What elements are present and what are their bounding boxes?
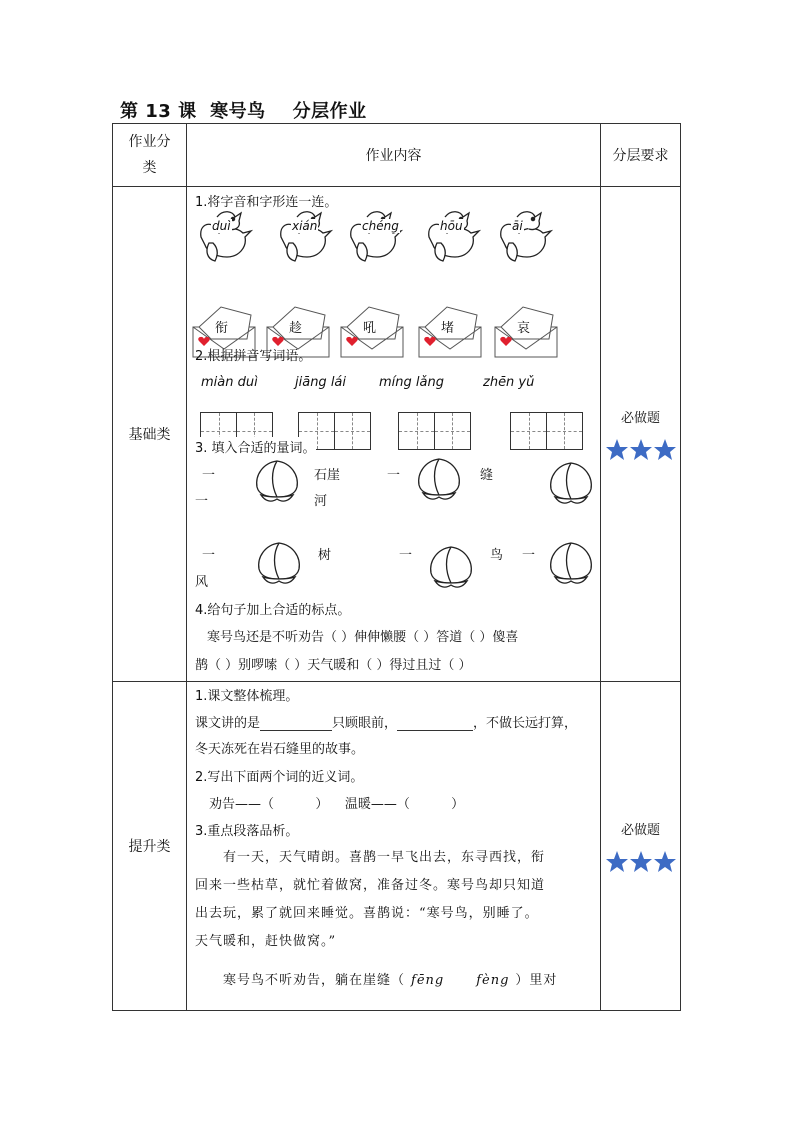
requirement-text: 必做题 [620, 410, 660, 426]
pinyin-option-1[interactable]: fēng [411, 973, 445, 988]
measure-6: 一 [522, 548, 536, 563]
adv-q3-label: 3.重点段落品析。 [195, 824, 299, 839]
writing-grid-3[interactable] [398, 412, 471, 450]
star-icon [629, 438, 653, 462]
bird-icon[interactable] [495, 207, 557, 269]
header-content: 作业内容 [187, 124, 601, 187]
envelope-char: 堵 [441, 317, 454, 336]
measure-1: 一 [202, 468, 216, 483]
noun-6: 风 [195, 575, 209, 590]
blank-2[interactable] [397, 716, 473, 731]
envelope-char: 趁 [289, 317, 302, 336]
requirement-basic [601, 187, 681, 682]
q1-label: 1.将字音和字形连一连。 [195, 195, 338, 210]
measure-4: 一 [202, 548, 216, 563]
q4-label: 4.给句子加上合适的标点。 [195, 603, 351, 618]
bird-pinyin: āi [512, 219, 523, 233]
pinyin-3: míng lǎng [379, 375, 444, 390]
adv-q1-line-1 [195, 712, 577, 731]
bird-icon[interactable] [345, 207, 407, 269]
star-rating [601, 438, 680, 462]
bird-pinyin: xián [292, 219, 318, 233]
noun-5: 鸟 [490, 548, 504, 563]
q1-text-a: 课文讲的是 [195, 716, 261, 731]
star-icon [605, 438, 629, 462]
measure-2: 一 [387, 468, 401, 483]
passage-line-1: 有一天，天气晴朗。喜鹊一早飞出去，东寻西找，衔 [223, 850, 546, 865]
envelope-icon[interactable] [493, 305, 559, 363]
header-requirement: 分层要求 [601, 124, 681, 187]
envelope-char: 衔 [215, 317, 228, 336]
requirement-advanced [601, 682, 681, 1011]
envelope-icon[interactable] [339, 305, 405, 363]
adv-q1-label: 1.课文整体梳理。 [195, 689, 299, 704]
category-basic: 基础类 [113, 187, 187, 682]
noun-4: 树 [318, 548, 332, 563]
page-title: 第 13 课 寒号鸟 分层作业 [120, 101, 367, 122]
writing-grid-4[interactable] [510, 412, 583, 450]
q1-text-c: ，不做长远打算， [473, 716, 578, 731]
basic-row [113, 187, 681, 682]
star-icon [653, 438, 677, 462]
adv-q2-label: 2.写出下面两个词的近义词。 [195, 770, 364, 785]
noun-1: 石崖 [314, 468, 341, 483]
passage-line-3: 出去玩，累了就回来睡觉。喜鹊说：“寒号鸟，别睡了。 [195, 906, 539, 921]
adv-q2-line: 劝告——（ ） 温暖——（ ） [209, 797, 465, 812]
homework-table [112, 123, 681, 1011]
q1-text-b: 只顾眼前， [332, 716, 398, 731]
noun-3: 河 [314, 494, 328, 509]
advanced-row [113, 682, 681, 1011]
bird-pinyin: duì [212, 219, 231, 233]
passage-line-4: 天气暖和，赶快做窝。” [195, 934, 337, 949]
q4-line-1: 寒号鸟还是不听劝告（ ）伸伸懒腰（ ）答道（ ）傻喜 [207, 630, 519, 645]
star-icon [605, 850, 629, 874]
pinyin-2: jiāng lái [295, 375, 347, 390]
bird-icon[interactable] [275, 207, 337, 269]
passage-line-5 [223, 969, 557, 988]
q3-label: 3. 填入合适的量词。 [195, 437, 316, 456]
star-icon [653, 850, 677, 874]
q4-line-2: 鹊（ ）别啰嗦（ ）天气暖和（ ）得过且过（ ） [195, 658, 472, 673]
advanced-content [187, 682, 601, 1011]
pinyin-1: miàn duì [201, 375, 258, 390]
peach-icon[interactable] [413, 455, 465, 507]
bird-pinyin: chéng [362, 219, 399, 233]
passage-5d: ）里对 [515, 973, 558, 988]
bird-icon[interactable] [423, 207, 485, 269]
bird-pinyin: hōu [440, 219, 463, 233]
pinyin-option-2[interactable]: fèng [476, 973, 510, 988]
peach-icon[interactable] [425, 543, 477, 595]
blank-1[interactable] [260, 716, 332, 731]
bird-icon[interactable] [195, 207, 257, 269]
passage-line-2: 回来一些枯草，就忙着做窝，准备过冬。寒号鸟却只知道 [195, 878, 546, 893]
measure-5: 一 [399, 548, 413, 563]
peach-icon[interactable] [253, 539, 305, 591]
envelope-char: 哀 [517, 317, 530, 336]
envelope-char: 吼 [363, 317, 376, 336]
pinyin-4: zhēn yǔ [483, 375, 535, 390]
passage-5a: 寒号鸟不听劝告，躺在崖缝（ [223, 973, 406, 988]
category-advanced: 提升类 [113, 682, 187, 1011]
star-rating [601, 850, 680, 874]
basic-content [187, 187, 601, 682]
peach-icon[interactable] [545, 459, 597, 511]
peach-icon[interactable] [251, 457, 303, 509]
q2-label: 2.根据拼音写词语。 [195, 349, 312, 364]
header-row [113, 124, 681, 187]
envelope-icon[interactable] [417, 305, 483, 363]
star-icon [629, 850, 653, 874]
peach-icon[interactable] [545, 539, 597, 591]
adv-q1-line-2: 冬天冻死在岩石缝里的故事。 [195, 742, 365, 757]
measure-3: 一 [195, 494, 209, 509]
requirement-text: 必做题 [620, 822, 660, 838]
noun-2: 缝 [480, 468, 494, 483]
header-category: 作业分 类 [113, 124, 187, 187]
